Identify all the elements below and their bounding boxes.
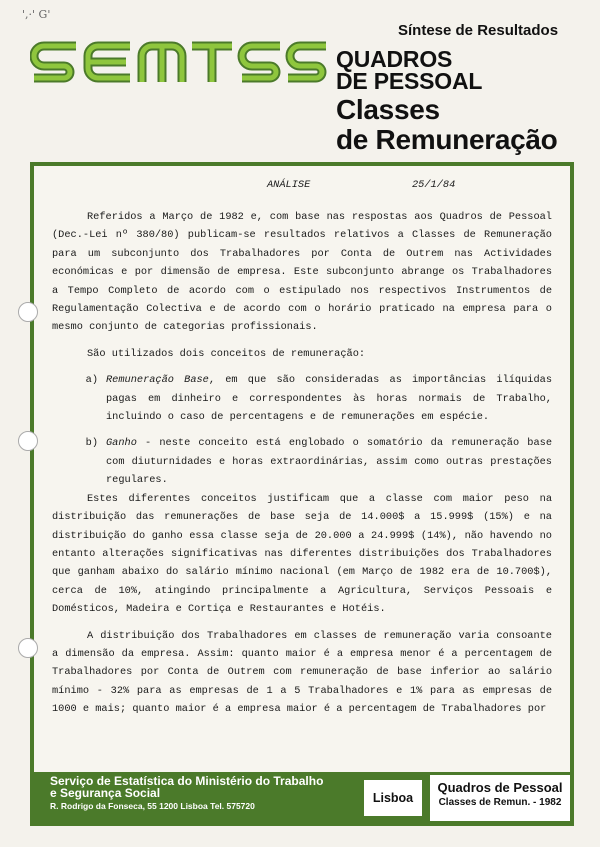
org-line-2: e Segurança Social [50,786,161,800]
item-text: , em que são consideradas as importâncias ilíquidas pagas em dinheiro e correspondentes às horas normais de Trabalho, incluindo o caso de percentagens e de remunerações em espécie. [106,374,552,424]
paragraph-concepts: São utilizados dois conceitos de remuneração: [87,347,366,360]
binder-hole [18,302,38,322]
item-body [106,434,552,489]
item-term: Remuneração Base [106,374,209,387]
item-letter: b) [85,437,98,450]
subject-title [336,95,557,155]
paragraph-distribution: Estes diferentes conceitos justificam que a classe com maior peso na distribuição das remunerações de base seja de 14.000$ a 15.999$ (15%) e na distribuição do ganho essa classe seja de 20.000 a 24.999$ (14%), não havendo no entanto alterações significativas nas diferentes distribuições dos Trabalhadores que ganham abaixo do salário mínimo nacional (em Março de 1982 era de 10.700$), cerca de 10%, atingindo principalmente a Agricultura, Serviços Pessoais e Domésticos, Madeira e Cortiça e Restaurantes e Hotéis. [52,492,552,616]
org-address: R. Rodrigo da Fonseca, 55 1200 Lisboa Tel. 575720 [50,801,255,811]
item-text: - neste conceito está englobado o somatório da remuneração base com diuturnidades e horas extraordinárias, assim como outras prestações regulares. [106,437,552,487]
footer-city: Lisboa [364,780,422,816]
item-body [106,371,552,426]
publication-title: Quadros de Pessoal [437,780,563,795]
concept-item-b [52,434,552,489]
series-line-1: QUADROS [336,46,453,72]
publication-subtitle: Classes de Remun. - 1982 [438,797,562,808]
footer-organization [50,775,323,811]
item-term: Ganho [106,437,137,450]
subject-line-2: de Remuneração [336,124,558,155]
section-title: Síntese de Resultados [398,22,559,39]
footer-publication [430,775,570,821]
document-heading: ANÁLISE [267,179,311,191]
document-body [52,174,552,719]
item-letter: a) [85,374,98,387]
footer-bar [30,772,574,826]
series-title [336,48,482,92]
subject-line-1: Classes [336,94,440,125]
org-line-1: Serviço de Estatística do Ministério do Trabalho [50,774,324,788]
document-date: 25/1/84 [412,179,456,191]
corner-handwriting: ',·' G' [22,8,51,21]
paragraph-intro: Referidos a Março de 1982 e, com base nas respostas aos Quadros de Pessoal (Dec.-Lei nº 380/80) publicam-se resultados relativos a Classes de Remuneração para um subconjunto dos Trabalhadores por Conta de Outrem nas Actividades económicas e por dimensão de empresa. Este subconjunto abrange os Trabalhadores a Tempo Completo de acordo com o estipulado nos respectivos Instrumentos de Regulamentação Colectiva e de acordo com o horário praticado na empresa para o mesmo conjunto de categorias profissionais. [52,211,552,334]
paragraph-company-size: A distribuição dos Trabalhadores em classes de remuneração varia consoante a dimensão da empresa. Assim: quanto maior é a empresa menor é a percentagem de Trabalhadores por Conta de Outrem com remuneração de base inferior ao salário mínimo - 32% para as empresas de 1 a 5 Trabalhadores e 1% para as empresas de 1000 e mais; quanto maior é a empresa maior é a percentagem de Trabalhadores por [52,629,552,716]
semtss-logo [30,40,330,88]
binder-hole [18,638,38,658]
concept-item-a [52,371,552,426]
series-line-2: DE PESSOAL [336,68,483,94]
document-header [52,174,552,196]
binder-hole [18,431,38,451]
